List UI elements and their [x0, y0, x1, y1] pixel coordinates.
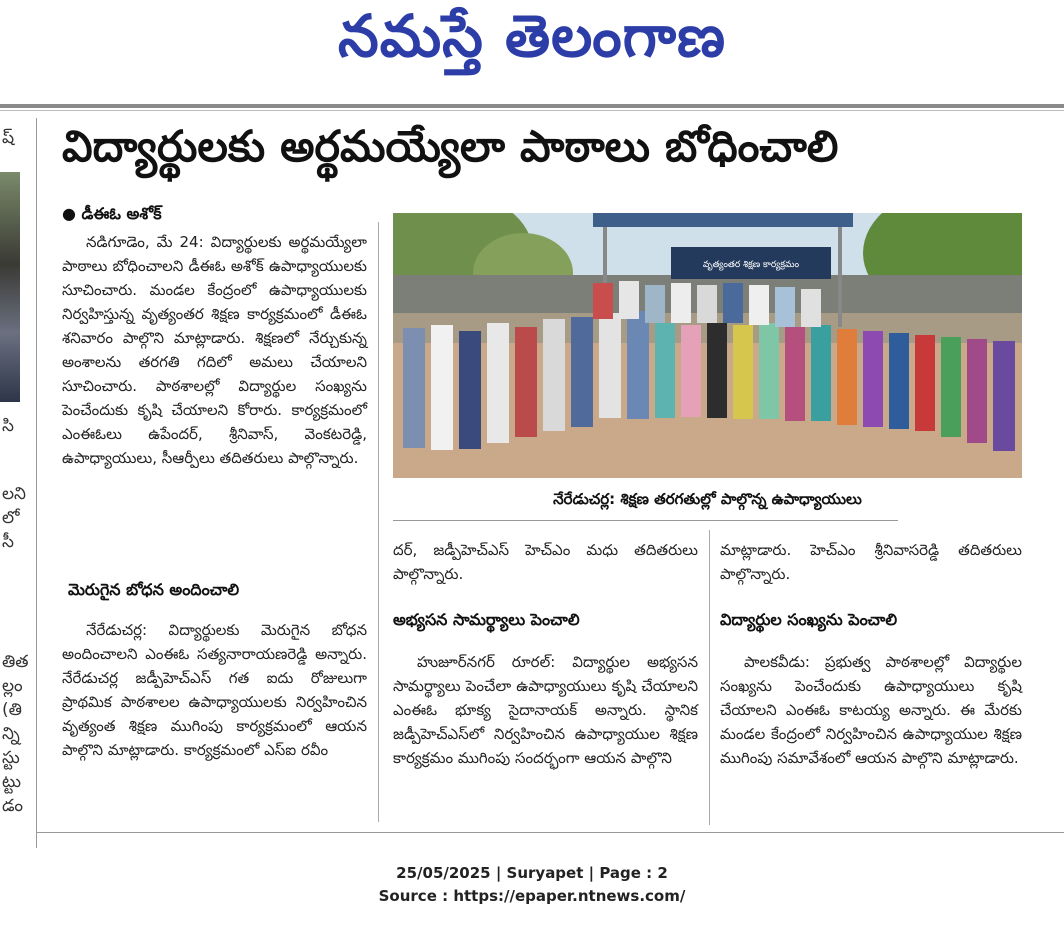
article-paragraph: నేరేడుచర్ల: విద్యార్థులకు మెరుగైన బోధన అందించాలని ఎంఈఓ సత్యనారాయణరెడ్డి అన్నారు. నేరేడుచర్ల జడ్పీహెచ్ఎస్ గత ఐదు రోజులుగా ప్రాథమిక పాఠశాలల ఉపాధ్యాయులకు నిర్వహించిన వృత్యంత శిక్షణ ముగింపు కార్యక్రమంలో ఆయన పాల్గొని మాట్లాడారు. కార్యక్రమంలో ఎస్ఐ రవీం [62, 621, 367, 759]
newspaper-logo: నమస్తే తెలంగాణ [338, 2, 726, 70]
page-bottom-rule [36, 832, 1064, 833]
photo-banner-text: వృత్యంతర శిక్షణ కార్యక్రమం [702, 260, 800, 270]
adjacent-fragment: లో [2, 508, 20, 528]
subheading-learning-abilities: అభ్యసన సామర్థ్యాలు పెంచాలి [393, 610, 580, 629]
adjacent-photo [0, 172, 20, 402]
page-info: 25/05/2025 | Suryapet | Page : 2 [396, 864, 668, 882]
adjacent-fragment: సి [2, 416, 14, 436]
group-photo [393, 213, 1022, 478]
adjacent-fragment: సీ [2, 532, 14, 552]
group-photo-illustration [393, 213, 1022, 478]
adjacent-fragment: ల్లం [2, 676, 23, 696]
adjacent-fragment: తిత [2, 652, 29, 672]
masthead-rule-thin [0, 110, 1064, 111]
source-link[interactable]: Source : https://epaper.ntnews.com/ [378, 887, 686, 905]
adjacent-fragment: డం [2, 796, 23, 816]
adjacent-fragment: న్ని [2, 724, 20, 744]
masthead-rule [0, 104, 1064, 108]
article-body-3-continued [720, 538, 1022, 586]
article-body-4 [720, 650, 1022, 770]
article-body-2-continued [393, 538, 698, 586]
article-body-1 [62, 230, 367, 470]
adjacent-article-strip [0, 118, 37, 848]
article-paragraph: దర్, జడ్పీహెచ్ఎస్ హెచ్ఎం మధు తదితరులు పాల్గొన్నారు. [393, 541, 698, 583]
adjacent-fragment: ష్ [2, 128, 15, 148]
photo-caption: నేరేడుచర్ల: శిక్షణ తరగతుల్లో పాల్గొన్న ఉపాధ్యాయులు [553, 490, 862, 508]
adjacent-fragment: లని [2, 484, 26, 504]
article-paragraph: మాట్లాడారు. హెచ్ఎం శ్రీనివాసరెడ్డి తదితరులు పాల్గొన్నారు. [720, 541, 1022, 583]
byline: ● డీఈఓ అశోక్ [62, 204, 162, 223]
adjacent-fragment: (తి [2, 700, 22, 720]
adjacent-fragment: స్టు [2, 748, 20, 768]
article-paragraph: హుజూర్‌నగర్ రూరల్: విద్యార్థుల అభ్యసన సామర్థ్యాలు పెంచేలా ఉపాధ్యాయులు కృషి చేయాలని ఎంఈఓ భూక్య సైదానాయక్ అన్నారు. స్థానిక జడ్పీహెచ్ఎస్‌లో నిర్వహించిన ఉపాధ్యాయుల శిక్షణ కార్యక్రమం ముగింపు సందర్భంగా ఆయన పాల్గొని [393, 653, 698, 767]
article-paragraph: నడిగూడెం, మే 24: విద్యార్థులకు అర్థమయ్యేలా పాఠాలు బోధించాలని డీఈఓ అశోక్ ఉపాధ్యాయులకు సూచించారు. మండల కేంద్రంలో ఉపాధ్యాయులకు నిర్వహిస్తున్న వృత్యంతర శిక్షణ కార్యక్రమంలో డీఈఓ శనివారం పాల్గొని మాట్లాడారు. శిక్షణలో నేర్చుకున్న అంశాలను తరగతి గదిలో అమలు చేయాలని సూచించారు. పాఠశాలల్లో విద్యార్థుల సంఖ్యను పెంచేందుకు కృషి చేయాలని కోరారు. కార్యక్రమంలో ఎంఈఓలు ఉపేందర్, శ్రీనివాస్, వెంకటరెడ్డి, ఉపాధ్యాయులు, సీఆర్పీలు తదితరులు పాల్గొన్నారు. [62, 233, 367, 467]
subheading-better-teaching: మెరుగైన బోధన అందించాలి [68, 580, 240, 599]
subheading-student-numbers: విద్యార్థుల సంఖ్యను పెంచాలి [720, 610, 898, 629]
page-headline: విద్యార్థులకు అర్థమయ్యేలా పాఠాలు బోధించాలి [62, 122, 839, 172]
article-paragraph: పాలకవీడు: ప్రభుత్వ పాఠశాలల్లో విద్యార్థుల సంఖ్యను పెంచేందుకు ఉపాధ్యాయులు కృషి చేయాలని ఎంఈఓ కాటయ్య అన్నారు. ఈ మేరకు మండల కేంద్రంలో నిర్వహించిన ఉపాధ్యాయుల శిక్షణ ముగింపు సమావేశంలో ఆయన పాల్గొని మాట్లాడారు. [720, 653, 1022, 767]
column-divider [709, 530, 710, 825]
adjacent-fragment: ట్టు [2, 772, 22, 792]
article-body-2 [62, 618, 367, 762]
caption-rule [393, 520, 898, 521]
masthead [0, 0, 1064, 104]
article-body-3 [393, 650, 698, 770]
column-divider [378, 222, 379, 822]
